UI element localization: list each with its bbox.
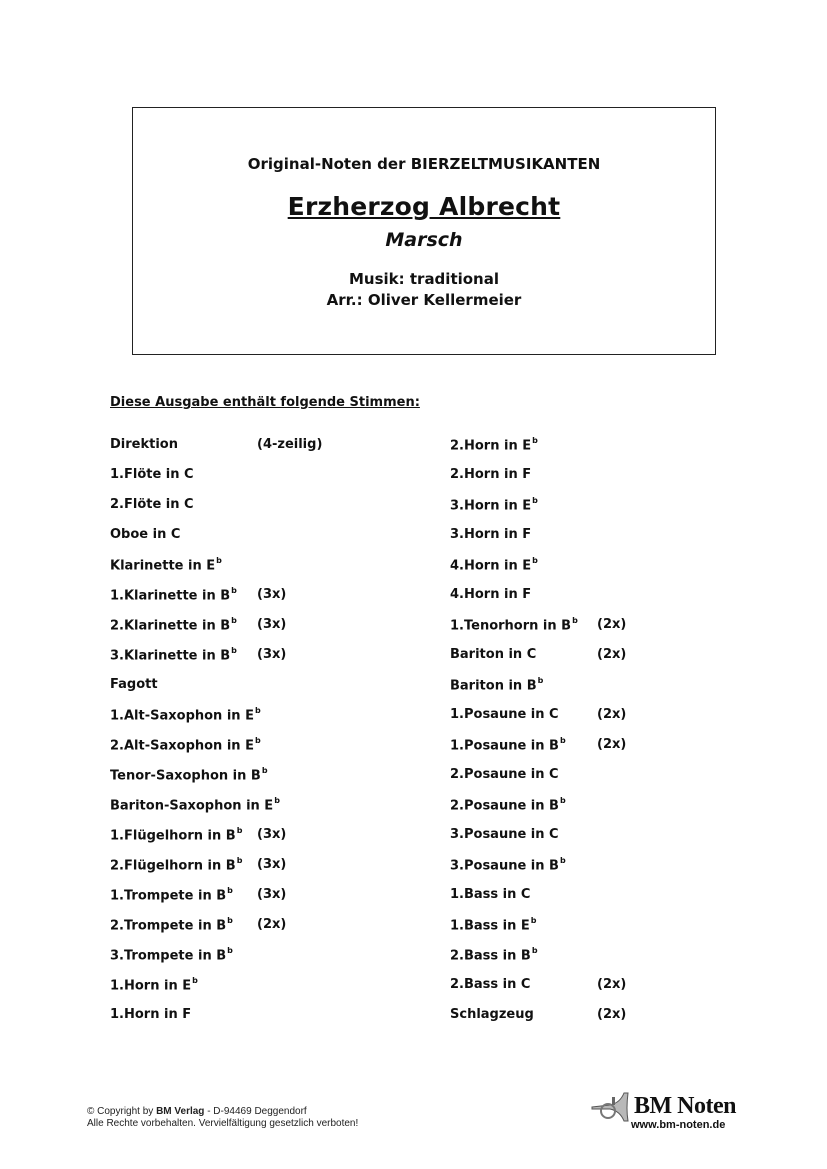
- flat-sign: b: [231, 646, 237, 655]
- logo-text: BM Noten: [634, 1093, 736, 1119]
- flat-sign: b: [532, 556, 538, 565]
- part-name-text: 1.Bass in E: [450, 918, 530, 934]
- part-count: (3x): [257, 617, 287, 632]
- part-row: [110, 497, 410, 527]
- part-name: [450, 437, 538, 453]
- flat-sign: b: [227, 886, 233, 895]
- part-count: (3x): [257, 887, 287, 902]
- part-name-text: 3.Posaune in C: [450, 827, 559, 842]
- part-name-text: 2.Horn in F: [450, 467, 532, 482]
- part-name-text: 1.Tenorhorn in B: [450, 618, 572, 634]
- part-name-text: Bariton-Saxophon in E: [110, 798, 274, 814]
- part-name: [450, 737, 566, 753]
- flat-sign: b: [530, 916, 537, 925]
- part-name-text: 1.Alt-Saxophon in E: [110, 708, 254, 724]
- piece-subtitle: Marsch: [385, 229, 463, 251]
- flat-sign: b: [192, 976, 198, 985]
- part-name: [450, 527, 531, 542]
- part-name: [110, 437, 178, 452]
- parts-list-right: [450, 437, 750, 1037]
- part-row: [450, 737, 750, 767]
- part-name-text: 2.Bass in B: [450, 948, 531, 964]
- part-name: [450, 797, 566, 813]
- part-row: [110, 767, 410, 797]
- part-row: [110, 467, 410, 497]
- part-name: [110, 1007, 191, 1022]
- flat-sign: b: [274, 796, 280, 805]
- part-name: [450, 917, 537, 933]
- part-row: [110, 587, 410, 617]
- flat-sign: b: [531, 946, 538, 955]
- part-row: [110, 707, 410, 737]
- part-row: [110, 677, 410, 707]
- part-name-text: 3.Trompete in B: [110, 948, 227, 964]
- part-name-text: 1.Posaune in B: [450, 738, 559, 754]
- part-name-text: 2.Alt-Saxophon in E: [110, 738, 254, 754]
- flat-sign: b: [231, 616, 237, 625]
- flat-sign: b: [254, 706, 261, 715]
- part-name: [110, 587, 237, 603]
- part-row: [110, 827, 410, 857]
- parts-heading: Diese Ausgabe enthält folgende Stimmen:: [110, 395, 420, 410]
- composer-line: Musik: traditional: [349, 270, 499, 288]
- part-name-text: 1.Trompete in B: [110, 888, 227, 904]
- copyright-notice: [87, 1106, 358, 1130]
- part-name-text: 2.Klarinette in B: [110, 618, 231, 634]
- part-name: [450, 947, 538, 963]
- part-name: [110, 887, 233, 903]
- part-name-text: 3.Horn in F: [450, 527, 532, 542]
- part-name-text: Klarinette in E: [110, 558, 216, 574]
- part-name-text: Bariton in B: [450, 678, 537, 694]
- part-name-text: 1.Klarinette in B: [110, 588, 231, 604]
- part-name: [450, 887, 530, 902]
- part-name-text: 2.Posaune in C: [450, 767, 559, 782]
- part-name: [450, 767, 559, 782]
- part-name-text: Schlagzeug: [450, 1007, 534, 1022]
- part-row: [110, 977, 410, 1007]
- part-name: [450, 467, 531, 482]
- logo-url: www.bm-noten.de: [631, 1119, 726, 1131]
- flat-sign: b: [559, 856, 566, 865]
- flat-sign: b: [532, 436, 538, 445]
- part-name: [110, 647, 237, 663]
- part-row: [450, 797, 750, 827]
- part-row: [450, 947, 750, 977]
- part-row: [450, 557, 750, 587]
- part-row: [450, 617, 750, 647]
- part-row: [110, 887, 410, 917]
- copyright-suffix: - D-94469 Deggendorf: [204, 1106, 307, 1117]
- part-name: [110, 497, 194, 512]
- part-name: [110, 617, 237, 633]
- part-row: [450, 857, 750, 887]
- part-name-text: Direktion: [110, 437, 178, 452]
- part-name: [110, 767, 268, 783]
- part-row: [450, 767, 750, 797]
- part-count: (3x): [257, 827, 287, 842]
- part-count: (3x): [257, 587, 287, 602]
- part-row: [450, 827, 750, 857]
- part-name: [450, 1007, 534, 1022]
- part-name: [450, 707, 559, 722]
- copyright-line: [87, 1106, 358, 1118]
- part-name: [450, 557, 538, 573]
- part-count: (2x): [597, 1007, 627, 1022]
- part-row: [450, 497, 750, 527]
- part-count: (2x): [257, 917, 287, 932]
- part-name-text: Fagott: [110, 677, 158, 692]
- part-name: [110, 857, 242, 873]
- part-row: [110, 617, 410, 647]
- part-count: (3x): [257, 857, 287, 872]
- part-name: [110, 737, 261, 753]
- part-name: [110, 557, 222, 573]
- part-count: (2x): [597, 617, 627, 632]
- part-count: (2x): [597, 737, 627, 752]
- flat-sign: b: [559, 736, 566, 745]
- title-box: [132, 107, 716, 355]
- part-row: [110, 917, 410, 947]
- part-name-text: 4.Horn in E: [450, 558, 532, 574]
- part-row: [450, 437, 750, 467]
- part-row: [450, 1007, 750, 1037]
- flat-sign: b: [537, 676, 544, 685]
- part-name-text: 2.Posaune in B: [450, 798, 559, 814]
- part-name: [110, 527, 180, 542]
- part-count: (4-zeilig): [257, 437, 323, 452]
- flat-sign: b: [231, 586, 237, 595]
- part-row: [450, 887, 750, 917]
- part-row: [450, 707, 750, 737]
- part-row: [110, 557, 410, 587]
- piece-title: Erzherzog Albrecht: [287, 192, 561, 221]
- part-name-text: Oboe in C: [110, 527, 181, 542]
- part-row: [110, 647, 410, 677]
- part-name: [450, 497, 538, 513]
- flat-sign: b: [261, 766, 268, 775]
- flat-sign: b: [559, 796, 566, 805]
- part-name: [110, 707, 261, 723]
- part-name-text: 2.Flöte in C: [110, 497, 194, 512]
- part-row: [450, 527, 750, 557]
- part-row: [110, 797, 410, 827]
- part-count: (2x): [597, 977, 627, 992]
- part-count: (2x): [597, 647, 627, 662]
- part-count: (3x): [257, 647, 287, 662]
- part-row: [110, 857, 410, 887]
- arranger-line: Arr.: Oliver Kellermeier: [326, 291, 522, 309]
- part-name-text: 1.Horn in F: [110, 1007, 192, 1022]
- flat-sign: b: [532, 496, 538, 505]
- part-name: [110, 467, 194, 482]
- part-name-text: 3.Posaune in B: [450, 858, 559, 874]
- part-name-text: 3.Klarinette in B: [110, 648, 231, 664]
- part-name-text: 2.Trompete in B: [110, 918, 227, 934]
- part-row: [450, 917, 750, 947]
- part-name-text: 2.Bass in C: [450, 977, 531, 992]
- part-name-text: 2.Flügelhorn in B: [110, 858, 236, 874]
- parts-list-left: [110, 437, 410, 1037]
- flat-sign: b: [227, 946, 233, 955]
- part-name: [110, 977, 198, 993]
- publisher-line: Original-Noten der BIERZELTMUSIKANTEN: [247, 155, 601, 173]
- part-count: (2x): [597, 707, 627, 722]
- part-name-text: 3.Horn in E: [450, 498, 532, 514]
- part-name-text: 1.Horn in E: [110, 978, 192, 994]
- part-name-text: Bariton in C: [450, 647, 537, 662]
- part-name: [450, 857, 566, 873]
- part-name-text: 4.Horn in F: [450, 587, 532, 602]
- bm-noten-logo: [590, 1085, 740, 1135]
- horn-icon: [590, 1087, 638, 1123]
- flat-sign: b: [236, 856, 243, 865]
- part-row: [450, 467, 750, 497]
- part-name: [450, 647, 536, 662]
- part-name: [450, 677, 543, 693]
- part-name: [110, 827, 242, 843]
- part-row: [110, 947, 410, 977]
- part-name-text: 1.Posaune in C: [450, 707, 559, 722]
- part-name-text: 1.Bass in C: [450, 887, 531, 902]
- part-row: [450, 677, 750, 707]
- part-name: [110, 677, 158, 692]
- part-name: [450, 827, 559, 842]
- part-row: [450, 977, 750, 1007]
- part-name-text: Tenor-Saxophon in B: [110, 768, 261, 784]
- publisher-name: BM Verlag: [156, 1106, 205, 1117]
- part-name: [450, 617, 578, 633]
- part-row: [450, 587, 750, 617]
- part-name: [450, 587, 531, 602]
- part-name: [110, 797, 280, 813]
- part-name: [110, 917, 233, 933]
- part-row: [110, 527, 410, 557]
- part-row: [450, 647, 750, 677]
- part-row: [110, 1007, 410, 1037]
- part-name-text: 2.Horn in E: [450, 438, 532, 454]
- part-row: [110, 437, 410, 467]
- copyright-prefix: © Copyright by: [87, 1106, 157, 1117]
- part-name: [450, 977, 530, 992]
- flat-sign: b: [216, 556, 222, 565]
- flat-sign: b: [572, 616, 578, 625]
- part-row: [110, 737, 410, 767]
- part-name: [110, 947, 233, 963]
- flat-sign: b: [227, 916, 233, 925]
- rights-line: Alle Rechte vorbehalten. Vervielfältigung gesetzlich verboten!: [87, 1118, 359, 1129]
- flat-sign: b: [236, 826, 243, 835]
- flat-sign: b: [254, 736, 261, 745]
- part-name-text: 1.Flöte in C: [110, 467, 194, 482]
- part-name-text: 1.Flügelhorn in B: [110, 828, 236, 844]
